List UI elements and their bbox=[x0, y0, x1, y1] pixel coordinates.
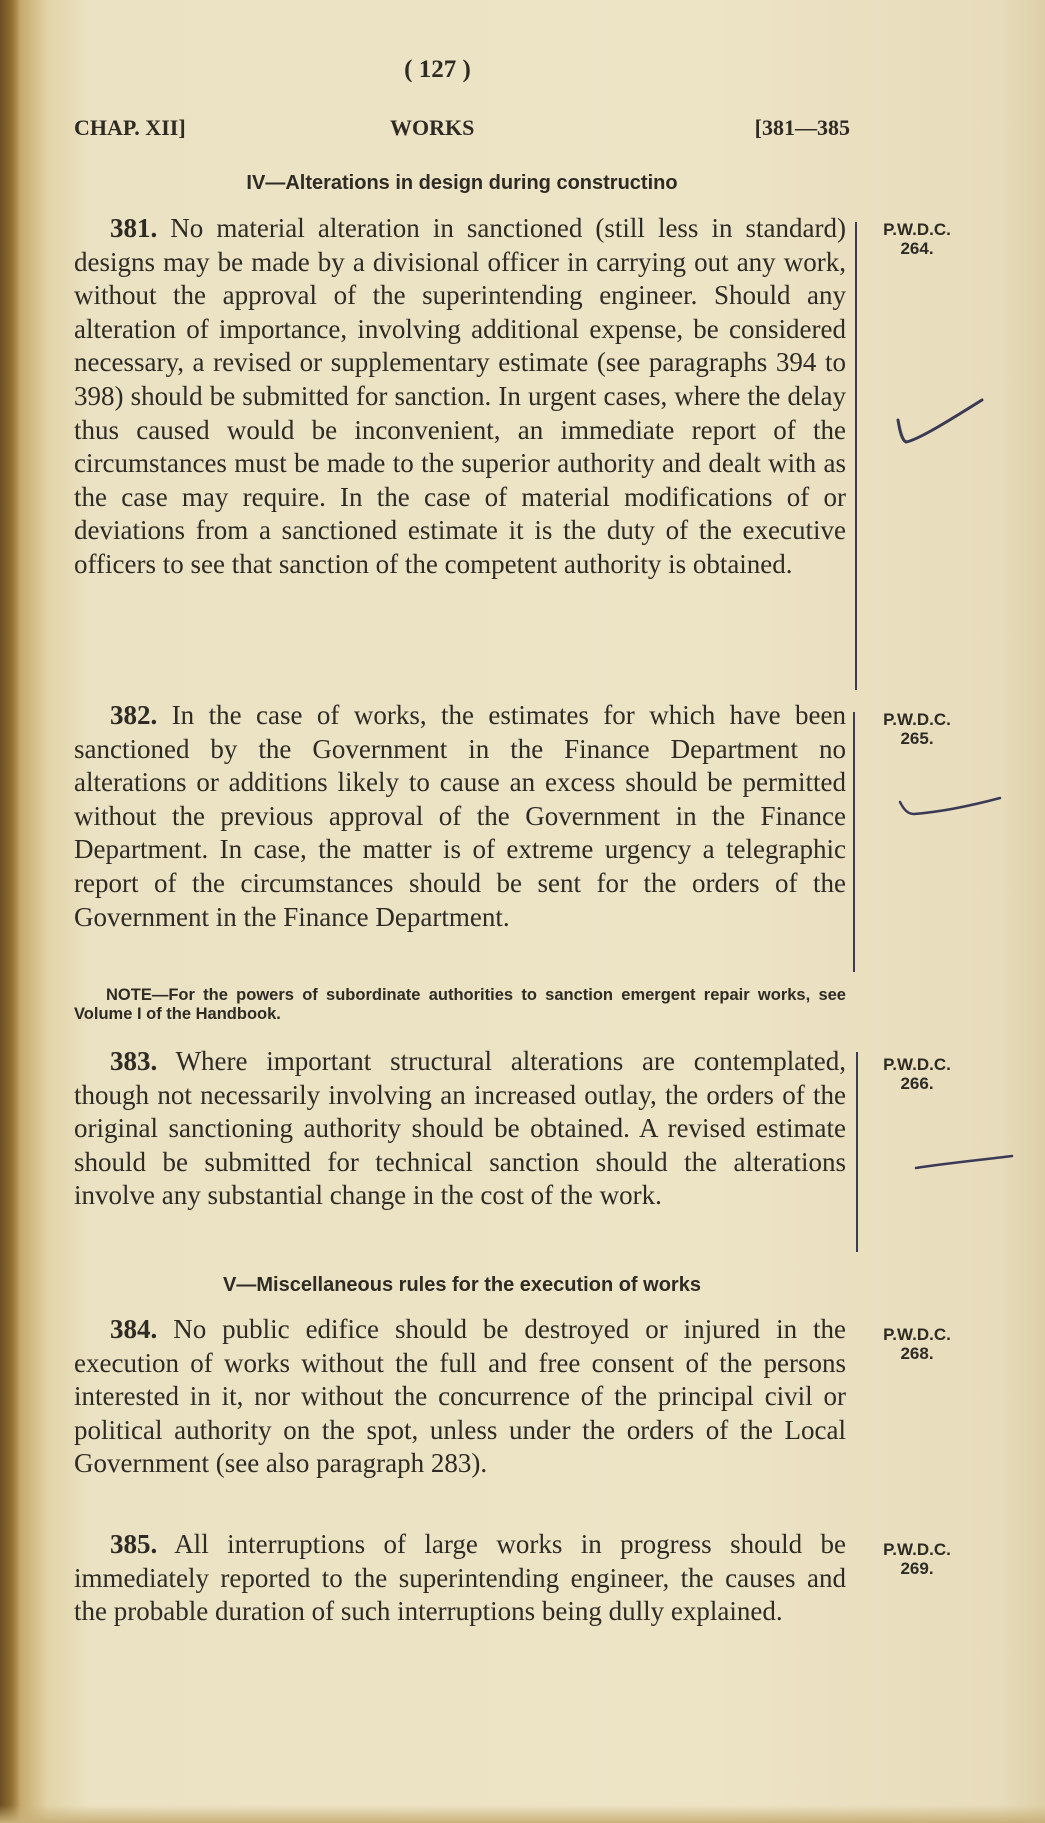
paragraph-text: Where important structural alterations are contemplated, though not necessarily involving an increased outlay, the orders of the original sanctioning authority should be obtained. A revised estimate should be submitted for technical sanction should the alterations involve any substantial change in the cost of the work. bbox=[74, 1046, 846, 1211]
paragraph-385 bbox=[74, 1528, 846, 1629]
margin-pen-line bbox=[853, 712, 855, 972]
reference-number: 265. bbox=[900, 729, 934, 748]
running-head bbox=[74, 115, 850, 145]
reference-code: P.W.D.C. bbox=[883, 1055, 951, 1074]
chapter-label: CHAP. XII] bbox=[74, 115, 186, 140]
page-bottom-edge bbox=[0, 1805, 1045, 1823]
paragraph-range: [381—385 bbox=[754, 115, 850, 140]
check-mark-icon bbox=[870, 1140, 1020, 1200]
running-title: WORKS bbox=[390, 115, 475, 140]
margin-reference-384 bbox=[862, 1325, 972, 1363]
paragraph-number: 381. bbox=[110, 213, 158, 243]
reference-number: 264. bbox=[900, 239, 934, 258]
check-mark-icon bbox=[870, 398, 1020, 458]
paragraph-number: 385. bbox=[110, 1529, 158, 1559]
margin-reference-381 bbox=[862, 220, 972, 258]
reference-code: P.W.D.C. bbox=[883, 1540, 951, 1559]
margin-reference-383 bbox=[862, 1055, 972, 1093]
page-number: ( 127 ) bbox=[404, 56, 471, 83]
margin-pen-line bbox=[856, 1052, 858, 1252]
paragraph-384 bbox=[74, 1313, 846, 1481]
footnote: NOTE—For the powers of subordinate authorities to sanction emergent repair works, see Volume I of the Handbook. bbox=[74, 986, 846, 1023]
paragraph-text: No public edifice should be destroyed or injured in the execution of works without the full and free consent of the persons interested in it, nor without the concurrence of the principal civil or political authority on the spot, unless under the orders of the Local Government (see also paragraph 283). bbox=[74, 1314, 847, 1479]
margin-reference-382 bbox=[862, 710, 972, 748]
check-mark-icon bbox=[870, 782, 1020, 842]
paragraph-number: 384. bbox=[110, 1314, 158, 1344]
paragraph-383 bbox=[74, 1045, 846, 1213]
reference-code: P.W.D.C. bbox=[883, 220, 951, 239]
reference-number: 266. bbox=[900, 1074, 934, 1093]
reference-number: 269. bbox=[900, 1559, 934, 1578]
paragraph-number: 383. bbox=[110, 1046, 158, 1076]
reference-code: P.W.D.C. bbox=[883, 710, 951, 729]
margin-pen-line bbox=[855, 222, 857, 690]
paragraph-number: 382. bbox=[110, 700, 158, 730]
paragraph-381 bbox=[74, 212, 846, 582]
paragraph-text: In the case of works, the estimates for which have been sanctioned by the Government in the Finance Department no alterations or additions likely to cause an excess should be permitted without the previous approval of the Government in the Finance Department. In case, the matter is of extreme urgency a telegraphic report of the circumstances should be sent for the orders of the Government in the Finance Department. bbox=[74, 700, 846, 932]
paragraph-text: All interruptions of large works in progress should be immediately reported to the superintending engineer, the causes and the probable duration of such interruptions being dully explained. bbox=[74, 1529, 846, 1627]
reference-number: 268. bbox=[900, 1344, 934, 1363]
margin-reference-385 bbox=[862, 1540, 972, 1578]
paragraph-382 bbox=[74, 699, 846, 934]
section-heading-v: V—Miscellaneous rules for the execution of works bbox=[223, 1274, 701, 1296]
paragraph-text: No material alteration in sanctioned (still less in standard) designs may be made by a divisional officer in carrying out any work, without the approval of the superintending engineer. Should any alteration of importance, involving additional expense, be considered necessary, a revised or supplementary estimate (see paragraphs 394 to 398) should be submitted for sanction. In urgent cases, where the delay thus caused would be inconvenient, an immediate report of the circumstances must be made to the superior authority and dealt with as the case may require. In the case of material modifications of or deviations from a sanctioned estimate it is the duty of the executive officers to see that sanction of the competent authority is obtained. bbox=[74, 213, 846, 579]
book-binding-shadow bbox=[0, 0, 20, 1823]
reference-code: P.W.D.C. bbox=[883, 1325, 951, 1344]
section-heading-iv: IV—Alterations in design during constructino bbox=[246, 172, 678, 194]
